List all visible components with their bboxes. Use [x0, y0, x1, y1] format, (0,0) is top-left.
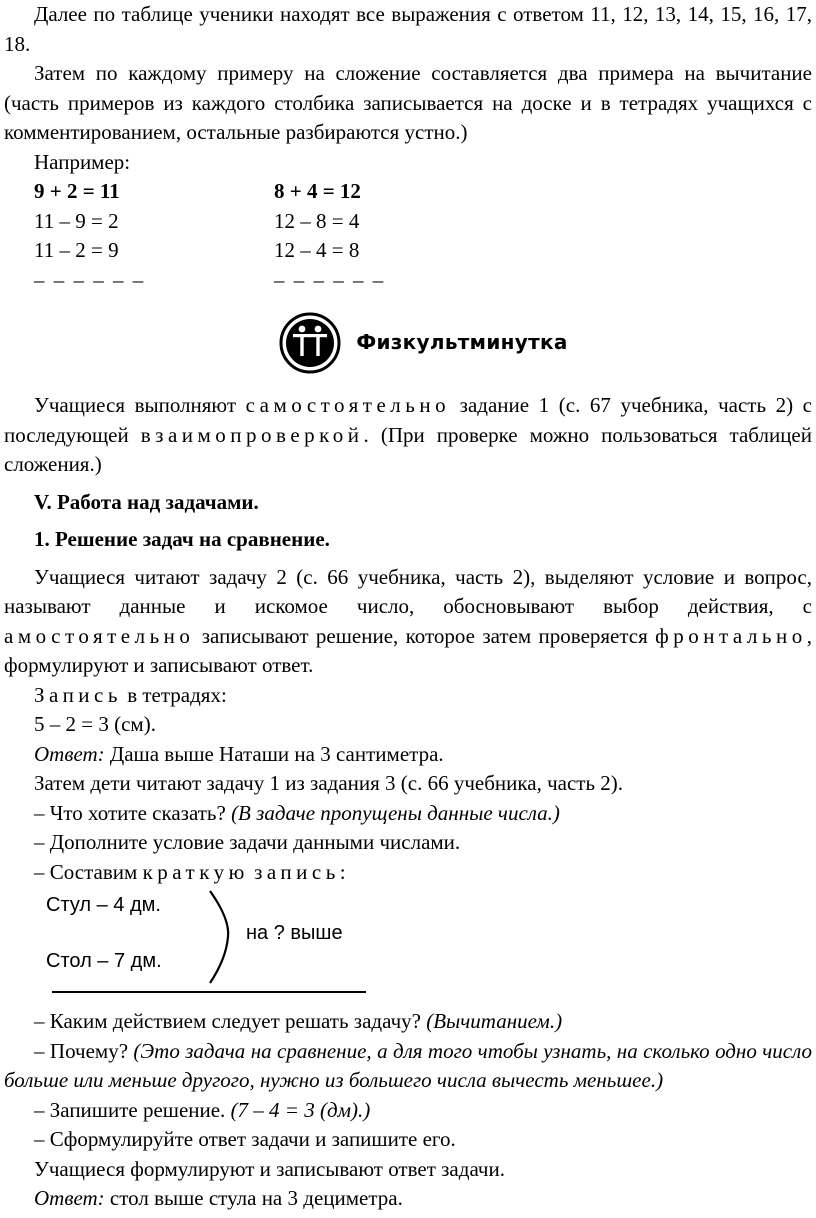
dialog-line: – Что хотите сказать? (В задаче пропущены данные числа.) — [34, 800, 560, 825]
two-figures-icon — [278, 311, 342, 375]
example-left-main: 9 + 2 = 11 — [34, 179, 120, 203]
example-left-line: 11 – 2 = 9 — [34, 238, 119, 262]
subsection-heading: 1. Решение задач на сравнение. — [34, 527, 330, 551]
paragraph-table-search: Далее по таблице ученики находят все выражения с ответом 11, 12, 13, 14, 15, 16, 17, 18. — [4, 2, 812, 56]
example-right-line: 12 – 8 = 4 — [274, 208, 360, 233]
brief-line-table: Стол – 7 дм. — [46, 950, 162, 972]
section-heading: V. Работа над задачами. — [34, 489, 259, 514]
physical-break-banner — [4, 305, 812, 381]
examples-right-column — [274, 177, 514, 295]
example-right-main: 8 + 4 = 12 — [274, 179, 361, 203]
answer-line: Ответ: стол выше стула на 3 дециметра. — [34, 1186, 403, 1210]
dialog-line: – Каким действием следует решать задачу? (Вычитанием.) — [34, 1009, 563, 1033]
paragraph-independent-task: Учащиеся выполняют самостоятельно задание 1 (с. 67 учебника, часть 2) с последующей взаимопроверкой. (При проверке можно пользоваться таблицей сложения.) — [4, 393, 812, 476]
brief-line-chair: Стул – 4 дм. — [46, 894, 161, 916]
bracket-icon — [204, 889, 234, 985]
example-left-dashes: – – – – – – — [34, 267, 146, 292]
example-label: Например: — [34, 149, 131, 174]
paragraph-task-1: Затем дети читают задачу 1 из задания 3 (с. 66 учебника, часть 2). — [34, 771, 624, 795]
record-label: Запись в тетрадях: — [34, 682, 227, 707]
example-left-line: 11 – 9 = 2 — [34, 208, 119, 233]
solution-line: 5 – 2 = 3 (см). — [34, 712, 156, 736]
dialog-line: – Сформулируйте ответ задачи и запишите его. — [34, 1127, 456, 1151]
brief-question: на ? выше — [246, 922, 343, 944]
example-right-line: 12 – 4 = 8 — [274, 238, 360, 262]
examples-left-column — [34, 177, 274, 295]
paragraph-task-2: Учащиеся читают задачу 2 (с. 66 учебника, часть 2), выделяют условие и вопрос, называют данные и искомое число, обосновывают выбор действия, с амостоятельно записывают решение, которое затем проверяется фронтально, формулируют и записывают ответ. — [4, 564, 812, 677]
dialog-line: – Почему? (Это задача на сравнение, а для того чтобы узнать, на сколько одно число больше или меньше другого, нужно из большего числа вычесть меньшее.) — [4, 1038, 812, 1092]
short-record-diagram — [34, 887, 812, 1007]
examples-block — [4, 177, 812, 295]
brief-underline — [52, 991, 366, 993]
dialog-line: – Составим краткую запись: — [34, 859, 346, 884]
dialog-line: – Запишите решение. (7 – 4 = 3 (дм).) — [34, 1097, 371, 1122]
dialog-line: – Дополните условие задачи данными числами. — [34, 830, 461, 854]
answer-line: Ответ: Даша выше Наташи на 3 сантиметра. — [34, 741, 444, 766]
example-right-dashes: – – – – – – — [274, 267, 386, 292]
banner-title: Физкультминутка — [356, 330, 568, 355]
paragraph-answer: Учащиеся формулируют и записывают ответ задачи. — [34, 1156, 505, 1181]
paragraph-subtraction-examples: Затем по каждому примеру на сложение составляется два примера на вычитание (часть примеров из каждого столбика записывается на доске и в тетрадях учащихся с комментированием, остальные разбираются устно.) — [4, 61, 812, 144]
